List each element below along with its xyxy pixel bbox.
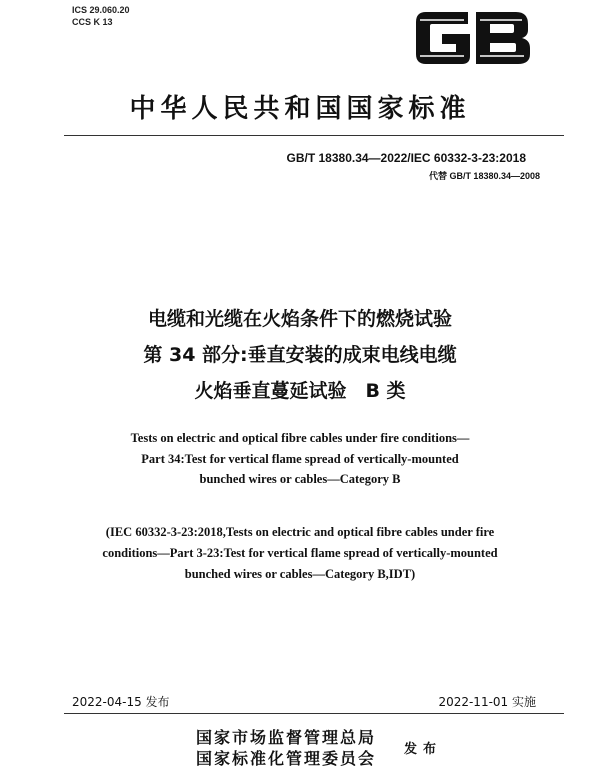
- idt-line1: (IEC 60332-3-23:2018,Tests on electric and optical fibre cables under fire: [105, 525, 495, 539]
- issuer-samr: 国家市场监督管理总局: [196, 728, 377, 747]
- effective-date: 2022-11-01 实施: [438, 695, 536, 709]
- issue-date: 2022-04-15 发布: [72, 695, 170, 709]
- title-cn-line2: 第 34 部分:垂直安装的成束电线电缆: [143, 344, 457, 366]
- classification-codes: [72, 4, 130, 28]
- title-en-line2: Part 34:Test for vertical flame spread of vertically-mounted: [141, 452, 459, 466]
- ccs-code: CCS K 13: [72, 17, 113, 27]
- ics-code: ICS 29.060.20: [72, 5, 130, 15]
- gb-logo-glyphs: [416, 12, 530, 64]
- title-en-line1: Tests on electric and optical fibre cables under fire conditions—: [130, 431, 470, 445]
- gb-logo: [412, 6, 534, 70]
- header-divider: [64, 135, 564, 136]
- title-cn-line3: 火焰垂直蔓延试验 B 类: [194, 380, 406, 402]
- footer-divider: [64, 713, 564, 714]
- idt-line2: conditions—Part 3-23:Test for vertical flame spread of vertically-mounted: [102, 546, 498, 560]
- idt-line3: bunched wires or cables—Category B,IDT): [184, 567, 416, 581]
- replaces-note: 代替 GB/T 18380.34—2008: [428, 171, 540, 181]
- title-cn-line1: 电缆和光缆在火焰条件下的燃烧试验: [147, 308, 452, 330]
- standard-number: GB/T 18380.34—2022/IEC 60332-3-23:2018: [286, 151, 526, 165]
- issuer-sac: 国家标准化管理委员会: [196, 749, 377, 768]
- title-en-line3: bunched wires or cables—Category B: [199, 472, 401, 486]
- national-standard-title: 中华人民共和国国家标准: [129, 94, 471, 124]
- publish-label: 发布: [404, 742, 443, 757]
